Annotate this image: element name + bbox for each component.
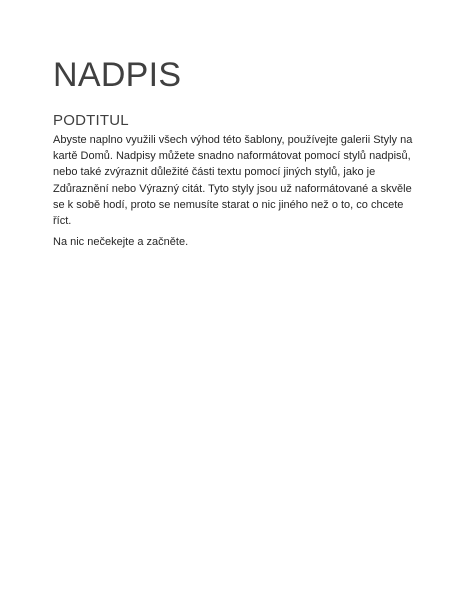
body-paragraph[interactable]: Na nic nečekejte a začněte. [53, 236, 189, 249]
body-paragraph[interactable]: Abyste naplno využili všech výhod této šablony, používejte galerii Styly na kartě Domů. Nadpisy můžete snadno naformátovat pomocí stylů nadpisů, nebo také zvýraznit důležité části textu pomocí jiných stylů, jako je Zdůraznění nebo Výrazný citát. Tyto styly jsou už naformátované a skvěle se k sobě hodí, proto se nemusíte starat o nic jiného než o to, co chcete říct. [53, 134, 413, 228]
document-title[interactable]: NADPIS [53, 56, 182, 94]
document-subtitle[interactable]: PODTITUL [53, 112, 129, 129]
